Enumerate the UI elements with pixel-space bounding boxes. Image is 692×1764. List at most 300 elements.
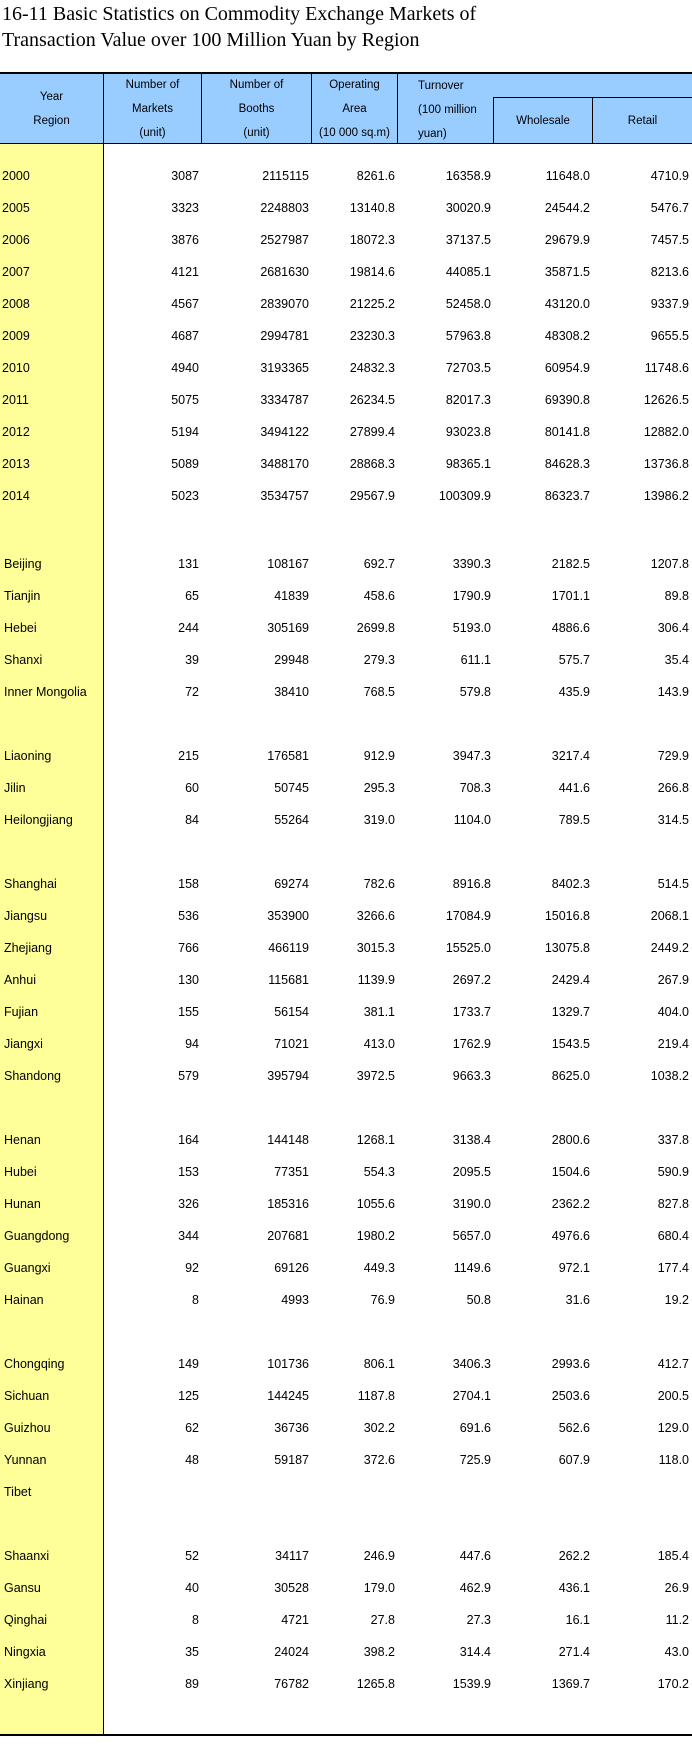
cell-markets: 215 (178, 749, 199, 763)
cell-retail: 404.0 (657, 1005, 689, 1019)
cell-wholesale: 84628.3 (544, 457, 590, 471)
cell-turnover: 1762.9 (452, 1037, 491, 1051)
cell-wholesale: 4976.6 (551, 1229, 590, 1243)
cell-turnover: 2697.2 (452, 973, 491, 987)
region-label: Fujian (4, 1005, 39, 1019)
header-markets-l1: Number of (125, 78, 180, 91)
cell-retail: 8213.6 (650, 265, 689, 279)
cell-markets: 94 (185, 1037, 199, 1051)
cell-area: 76.9 (370, 1293, 395, 1307)
cell-wholesale: 3217.4 (551, 749, 590, 763)
cell-turnover: 72703.5 (445, 361, 491, 375)
year-label: 2009 (2, 329, 30, 343)
cell-area: 782.6 (363, 877, 395, 891)
cell-booths: 2839070 (260, 297, 309, 311)
cell-markets: 344 (178, 1229, 199, 1243)
cell-area: 1139.9 (357, 973, 395, 987)
header-area-l3: (10 000 sq.m) (319, 126, 390, 139)
cell-turnover: 98365.1 (445, 457, 491, 471)
table-row (0, 1034, 692, 1054)
cell-wholesale: 1369.7 (551, 1677, 590, 1691)
header-booths-l3: (unit) (243, 126, 270, 139)
cell-retail: 13986.2 (643, 489, 689, 503)
cell-booths: 2115115 (262, 169, 309, 183)
cell-turnover: 725.9 (459, 1453, 491, 1467)
cell-markets: 5075 (171, 393, 199, 407)
region-label: Yunnan (4, 1453, 47, 1467)
year-label: 2013 (2, 457, 30, 471)
cell-area: 768.5 (363, 685, 395, 699)
cell-booths: 24024 (274, 1645, 309, 1659)
cell-turnover: 1790.9 (452, 589, 491, 603)
cell-booths: 144245 (267, 1389, 309, 1403)
cell-area: 1268.1 (356, 1133, 395, 1147)
cell-area: 1265.8 (356, 1677, 395, 1691)
cell-wholesale: 86323.7 (544, 489, 590, 503)
cell-markets: 579 (178, 1069, 199, 1083)
cell-area: 24832.3 (349, 361, 395, 375)
table-row (0, 682, 692, 702)
cell-turnover: 50.8 (466, 1293, 491, 1307)
cell-markets: 326 (178, 1197, 199, 1211)
cell-retail: 2068.1 (650, 909, 689, 923)
cell-area: 13140.8 (349, 201, 395, 215)
cell-wholesale: 8625.0 (551, 1069, 590, 1083)
table-row (0, 1674, 692, 1694)
header-booths (202, 74, 312, 143)
cell-retail: 590.9 (657, 1165, 689, 1179)
region-label: Liaoning (4, 749, 52, 763)
table-row (0, 1482, 692, 1502)
table-row (0, 294, 692, 314)
table-row (0, 390, 692, 410)
cell-wholesale: 60954.9 (544, 361, 590, 375)
cell-area: 554.3 (363, 1165, 395, 1179)
cell-area: 381.1 (363, 1005, 395, 1019)
header-booths-l2: Booths (238, 102, 275, 115)
header-turnover-sub (398, 97, 494, 143)
region-label: Inner Mongolia (4, 685, 87, 699)
cell-turnover: 314.4 (459, 1645, 491, 1659)
region-label: Qinghai (4, 1613, 48, 1627)
cell-booths: 59187 (274, 1453, 309, 1467)
table-row (0, 1002, 692, 1022)
cell-wholesale: 2503.6 (551, 1389, 590, 1403)
table-row (0, 1130, 692, 1150)
cell-retail: 12626.5 (643, 393, 689, 407)
header-year-region (0, 74, 104, 143)
cell-turnover: 3406.3 (452, 1357, 491, 1371)
title-line-1: 16-11 Basic Statistics on Commodity Exchange Markets of (2, 3, 477, 25)
cell-markets: 39 (185, 653, 199, 667)
cell-markets: 130 (178, 973, 199, 987)
cell-area: 806.1 (363, 1357, 395, 1371)
header-retail-label: Retail (627, 114, 658, 127)
table-row (0, 746, 692, 766)
cell-area: 3972.5 (356, 1069, 395, 1083)
region-label: Shaanxi (4, 1549, 50, 1563)
region-label: Tibet (4, 1485, 32, 1499)
region-label: Shanghai (4, 877, 57, 891)
cell-area: 1055.6 (356, 1197, 395, 1211)
region-label: Hunan (4, 1197, 41, 1211)
cell-retail: 2449.2 (650, 941, 689, 955)
cell-area: 29567.9 (349, 489, 395, 503)
cell-wholesale: 69390.8 (544, 393, 590, 407)
cell-booths: 69274 (274, 877, 309, 891)
table-row (0, 1258, 692, 1278)
cell-retail: 680.4 (657, 1229, 689, 1243)
cell-wholesale: 11648.0 (545, 169, 590, 183)
cell-turnover: 2704.1 (452, 1389, 491, 1403)
cell-turnover: 3190.0 (452, 1197, 491, 1211)
header-wholesale-label: Wholesale (516, 114, 570, 127)
cell-area: 1187.8 (357, 1389, 395, 1403)
cell-turnover: 2095.5 (452, 1165, 491, 1179)
cell-booths: 4993 (281, 1293, 309, 1307)
cell-retail: 170.2 (657, 1677, 689, 1691)
cell-wholesale: 435.9 (558, 685, 590, 699)
cell-booths: 101736 (267, 1357, 309, 1371)
cell-markets: 8 (192, 1293, 199, 1307)
cell-booths: 305169 (267, 621, 309, 635)
cell-area: 179.0 (363, 1581, 395, 1595)
table-row (0, 554, 692, 574)
cell-wholesale: 31.6 (565, 1293, 590, 1307)
table-row (0, 970, 692, 990)
cell-area: 246.9 (363, 1549, 395, 1563)
cell-booths: 77351 (274, 1165, 309, 1179)
cell-area: 18072.3 (349, 233, 395, 247)
header-markets (104, 74, 202, 143)
cell-wholesale: 436.1 (558, 1581, 590, 1595)
cell-retail: 7457.5 (650, 233, 689, 247)
cell-area: 1980.2 (356, 1229, 395, 1243)
year-label: 2014 (2, 489, 30, 503)
cell-retail: 13736.8 (643, 457, 689, 471)
region-label: Chongqing (4, 1357, 65, 1371)
table-row (0, 650, 692, 670)
cell-wholesale: 2362.2 (551, 1197, 590, 1211)
cell-booths: 38410 (274, 685, 309, 699)
table-row (0, 874, 692, 894)
cell-wholesale: 1701.1 (551, 589, 590, 603)
cell-area: 692.7 (363, 557, 395, 571)
cell-booths: 76782 (274, 1677, 309, 1691)
cell-wholesale: 972.1 (558, 1261, 590, 1275)
cell-retail: 43.0 (664, 1645, 689, 1659)
cell-booths: 2248803 (260, 201, 309, 215)
cell-markets: 35 (185, 1645, 199, 1659)
cell-markets: 92 (185, 1261, 199, 1275)
table-row (0, 1610, 692, 1630)
region-label: Zhejiang (4, 941, 52, 955)
cell-turnover: 579.8 (459, 685, 491, 699)
region-label: Jilin (4, 781, 26, 795)
header-turnover-l3: yuan) (418, 128, 447, 140)
cell-booths: 2994781 (260, 329, 309, 343)
cell-area: 23230.3 (349, 329, 395, 343)
cell-wholesale: 35871.5 (544, 265, 590, 279)
region-label: Hubei (4, 1165, 37, 1179)
cell-wholesale: 441.6 (558, 781, 590, 795)
table-row (0, 1290, 692, 1310)
cell-booths: 395794 (267, 1069, 309, 1083)
cell-wholesale: 2182.5 (551, 557, 590, 571)
header-turnover-l1: Turnover (418, 80, 464, 92)
year-label: 2012 (2, 425, 30, 439)
region-label: Hainan (4, 1293, 44, 1307)
cell-booths: 185316 (267, 1197, 309, 1211)
region-label: Sichuan (4, 1389, 50, 1403)
cell-booths: 55264 (274, 813, 309, 827)
table-title (2, 1, 476, 53)
cell-markets: 766 (178, 941, 199, 955)
cell-area: 279.3 (363, 653, 395, 667)
cell-retail: 11.2 (665, 1613, 689, 1627)
cell-booths: 353900 (267, 909, 309, 923)
table-row (0, 1642, 692, 1662)
year-label: 2008 (2, 297, 30, 311)
cell-retail: 729.9 (657, 749, 689, 763)
region-label: Jiangxi (4, 1037, 43, 1051)
table-row (0, 422, 692, 442)
cell-retail: 337.8 (657, 1133, 689, 1147)
year-label: 2007 (2, 265, 30, 279)
table-row (0, 358, 692, 378)
cell-markets: 4940 (171, 361, 199, 375)
cell-markets: 4687 (171, 329, 199, 343)
cell-booths: 176581 (267, 749, 309, 763)
cell-markets: 149 (178, 1357, 199, 1371)
region-label: Gansu (4, 1581, 41, 1595)
cell-markets: 4121 (171, 265, 199, 279)
cell-markets: 5194 (171, 425, 199, 439)
cell-retail: 267.9 (657, 973, 689, 987)
cell-area: 2699.8 (356, 621, 395, 635)
cell-markets: 52 (185, 1549, 199, 1563)
cell-turnover: 17084.9 (445, 909, 491, 923)
cell-retail: 827.8 (657, 1197, 689, 1211)
cell-area: 295.3 (363, 781, 395, 795)
region-label: Guizhou (4, 1421, 51, 1435)
table-row (0, 1450, 692, 1470)
cell-retail: 12882.0 (643, 425, 689, 439)
cell-booths: 115681 (268, 973, 309, 987)
cell-area: 302.2 (363, 1421, 395, 1435)
cell-wholesale: 13075.8 (544, 941, 590, 955)
cell-area: 21225.2 (349, 297, 395, 311)
cell-area: 912.9 (363, 749, 395, 763)
region-label: Guangdong (4, 1229, 70, 1243)
cell-booths: 69126 (274, 1261, 309, 1275)
region-label: Xinjiang (4, 1677, 49, 1691)
cell-booths: 41839 (274, 589, 309, 603)
cell-retail: 11748.6 (644, 361, 689, 375)
cell-turnover: 1733.7 (452, 1005, 491, 1019)
table-header (0, 74, 692, 144)
cell-retail: 314.5 (657, 813, 689, 827)
cell-turnover: 447.6 (459, 1549, 491, 1563)
cell-retail: 200.5 (657, 1389, 689, 1403)
cell-markets: 5089 (171, 457, 199, 471)
cell-wholesale: 8402.3 (551, 877, 590, 891)
table-row (0, 1418, 692, 1438)
region-label: Beijing (4, 557, 42, 571)
cell-markets: 125 (178, 1389, 199, 1403)
cell-wholesale: 2800.6 (551, 1133, 590, 1147)
cell-area: 3266.6 (356, 909, 395, 923)
cell-area: 372.6 (363, 1453, 395, 1467)
cell-retail: 26.9 (664, 1581, 689, 1595)
cell-turnover: 611.1 (460, 653, 491, 667)
region-label: Shanxi (4, 653, 43, 667)
header-booths-l1: Number of (229, 78, 284, 91)
cell-wholesale: 2993.6 (551, 1357, 590, 1371)
table-row (0, 486, 692, 506)
table-row (0, 1066, 692, 1086)
region-label: Jiangsu (4, 909, 48, 923)
cell-booths: 36736 (274, 1421, 309, 1435)
cell-turnover: 5657.0 (452, 1229, 491, 1243)
cell-area: 27899.4 (349, 425, 395, 439)
cell-markets: 8 (192, 1613, 199, 1627)
table-row (0, 166, 692, 186)
table-row (0, 326, 692, 346)
cell-turnover: 100309.9 (438, 489, 491, 503)
cell-wholesale: 43120.0 (544, 297, 590, 311)
table-row (0, 810, 692, 830)
table-row (0, 1226, 692, 1246)
table-row (0, 1578, 692, 1598)
cell-turnover: 3390.3 (452, 557, 491, 571)
year-label: 2006 (2, 233, 30, 247)
table-row (0, 618, 692, 638)
cell-turnover: 8916.8 (452, 877, 491, 891)
table-row (0, 1386, 692, 1406)
region-label: Shandong (4, 1069, 62, 1083)
cell-retail: 118.0 (658, 1453, 689, 1467)
cell-area: 319.0 (363, 813, 395, 827)
cell-retail: 9655.5 (650, 329, 689, 343)
header-year: Year (39, 90, 64, 103)
cell-booths: 2681630 (260, 265, 309, 279)
cell-turnover: 691.6 (459, 1421, 491, 1435)
cell-booths: 144148 (267, 1133, 309, 1147)
cell-booths: 108167 (267, 557, 309, 571)
table-row (0, 1194, 692, 1214)
year-label: 2011 (2, 393, 29, 407)
cell-markets: 155 (178, 1005, 199, 1019)
cell-wholesale: 15016.8 (544, 909, 590, 923)
cell-retail: 306.4 (657, 621, 689, 635)
cell-area: 3015.3 (356, 941, 395, 955)
cell-retail: 177.4 (657, 1261, 689, 1275)
cell-turnover: 9663.3 (452, 1069, 491, 1083)
cell-area: 449.3 (363, 1261, 395, 1275)
region-label: Ningxia (4, 1645, 46, 1659)
cell-retail: 19.2 (664, 1293, 689, 1307)
cell-wholesale: 48308.2 (544, 329, 590, 343)
region-label: Henan (4, 1133, 41, 1147)
cell-wholesale: 2429.4 (551, 973, 590, 987)
cell-retail: 1207.8 (650, 557, 689, 571)
cell-wholesale: 562.6 (558, 1421, 590, 1435)
cell-markets: 40 (185, 1581, 199, 1595)
cell-turnover: 1104.0 (453, 813, 491, 827)
cell-booths: 3488170 (260, 457, 309, 471)
cell-turnover: 708.3 (459, 781, 491, 795)
table-row (0, 262, 692, 282)
cell-retail: 9337.9 (650, 297, 689, 311)
cell-retail: 4710.9 (650, 169, 689, 183)
cell-markets: 65 (185, 589, 199, 603)
cell-turnover: 27.3 (466, 1613, 491, 1627)
cell-retail: 514.5 (657, 877, 689, 891)
cell-wholesale: 262.2 (558, 1549, 590, 1563)
cell-retail: 412.7 (657, 1357, 689, 1371)
cell-turnover: 15525.0 (445, 941, 491, 955)
cell-markets: 89 (185, 1677, 199, 1691)
cell-wholesale: 1543.5 (551, 1037, 590, 1051)
header-retail (593, 97, 692, 143)
cell-turnover: 3947.3 (452, 749, 491, 763)
header-area-l2: Area (342, 102, 367, 115)
cell-markets: 60 (185, 781, 199, 795)
cell-retail: 219.4 (657, 1037, 689, 1051)
region-label: Anhui (4, 973, 36, 987)
cell-turnover: 1539.9 (452, 1677, 491, 1691)
table-row (0, 778, 692, 798)
cell-markets: 48 (185, 1453, 199, 1467)
cell-wholesale: 789.5 (558, 813, 590, 827)
cell-markets: 5023 (171, 489, 199, 503)
header-area-l1: Operating (329, 78, 380, 91)
cell-booths: 30528 (274, 1581, 309, 1595)
cell-booths: 3534757 (260, 489, 309, 503)
region-label: Hebei (4, 621, 37, 635)
cell-wholesale: 1504.6 (551, 1165, 590, 1179)
table-row (0, 586, 692, 606)
cell-booths: 2527987 (260, 233, 309, 247)
cell-turnover: 52458.0 (445, 297, 491, 311)
cell-markets: 536 (178, 909, 199, 923)
cell-turnover: 57963.8 (445, 329, 491, 343)
cell-turnover: 37137.5 (445, 233, 491, 247)
table-row (0, 1546, 692, 1566)
cell-wholesale: 29679.9 (544, 233, 590, 247)
cell-markets: 244 (178, 621, 199, 635)
cell-area: 26234.5 (349, 393, 395, 407)
cell-booths: 3334787 (260, 393, 309, 407)
cell-booths: 34117 (275, 1549, 309, 1563)
cell-retail: 89.8 (664, 589, 689, 603)
cell-retail: 1038.2 (650, 1069, 689, 1083)
cell-booths: 50745 (274, 781, 309, 795)
header-turnover-l2: (100 million (418, 104, 477, 116)
cell-markets: 3323 (171, 201, 199, 215)
cell-turnover: 30020.9 (445, 201, 491, 215)
table-row (0, 1354, 692, 1374)
cell-booths: 29948 (274, 653, 309, 667)
table-row (0, 1162, 692, 1182)
table-row (0, 230, 692, 250)
cell-area: 398.2 (363, 1645, 395, 1659)
cell-turnover: 5193.0 (452, 621, 491, 635)
cell-booths: 3193365 (260, 361, 309, 375)
cell-retail: 129.0 (657, 1421, 689, 1435)
cell-turnover: 44085.1 (445, 265, 491, 279)
